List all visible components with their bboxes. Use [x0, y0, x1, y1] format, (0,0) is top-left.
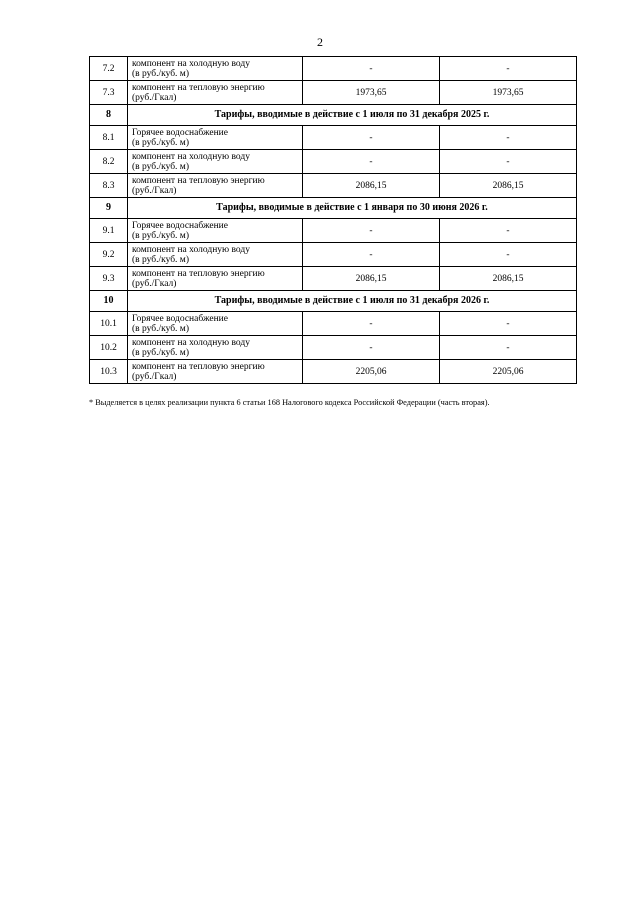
section-number: 9: [90, 198, 128, 219]
footnote: * Выделяется в целях реализации пункта 6 статьи 168 Налогового кодекса Российской Федерации (часть вторая).: [89, 398, 490, 407]
row-name: [128, 57, 303, 81]
row-number: 10.2: [90, 336, 128, 360]
row-number: 10.3: [90, 360, 128, 384]
section-title: Тарифы, вводимые в действие с 1 июля по 31 декабря 2026 г.: [128, 291, 577, 312]
row-name: [128, 267, 303, 291]
value-col2: 2086,15: [440, 174, 577, 198]
table-row: [90, 267, 577, 291]
table-row: [90, 174, 577, 198]
value-col1: -: [303, 243, 440, 267]
row-name: [128, 126, 303, 150]
value-col2: -: [440, 312, 577, 336]
page-number: 2: [317, 35, 323, 49]
value-col1: -: [303, 219, 440, 243]
value-col1: 1973,65: [303, 81, 440, 105]
row-name-line1: Горячее водоснабжение: [132, 220, 228, 231]
row-name: [128, 174, 303, 198]
section-number: 10: [90, 291, 128, 312]
table-row: [90, 57, 577, 81]
section-header-row: [90, 291, 577, 312]
row-name-line2: (в руб./куб. м): [132, 68, 189, 79]
row-name-line2: (в руб./куб. м): [132, 161, 189, 172]
table-row: [90, 360, 577, 384]
row-name: [128, 336, 303, 360]
tariff-table-body: [90, 57, 577, 384]
tariff-table: [89, 56, 577, 384]
value-col2: -: [440, 57, 577, 81]
row-number: 7.2: [90, 57, 128, 81]
row-name-line2: (в руб./куб. м): [132, 137, 189, 148]
value-col1: -: [303, 312, 440, 336]
table-row: [90, 336, 577, 360]
table-row: [90, 312, 577, 336]
row-name-line1: Горячее водоснабжение: [132, 313, 228, 324]
row-name-line1: компонент на тепловую энергию: [132, 268, 265, 279]
value-col2: 1973,65: [440, 81, 577, 105]
table-row: [90, 219, 577, 243]
row-number: 8.1: [90, 126, 128, 150]
row-number: 7.3: [90, 81, 128, 105]
row-number: 8.2: [90, 150, 128, 174]
value-col2: 2205,06: [440, 360, 577, 384]
table-row: [90, 81, 577, 105]
row-name-line2: (в руб./куб. м): [132, 230, 189, 241]
value-col2: -: [440, 150, 577, 174]
value-col1: -: [303, 336, 440, 360]
row-name-line1: компонент на тепловую энергию: [132, 175, 265, 186]
row-name-line2: (в руб./куб. м): [132, 254, 189, 265]
row-name-line2: (руб./Гкал): [132, 185, 177, 196]
row-number: 9.3: [90, 267, 128, 291]
value-col2: 2086,15: [440, 267, 577, 291]
value-col1: -: [303, 150, 440, 174]
row-name: [128, 150, 303, 174]
row-name: [128, 312, 303, 336]
row-name-line2: (руб./Гкал): [132, 278, 177, 289]
row-name-line1: компонент на холодную воду: [132, 151, 250, 162]
row-name-line1: компонент на холодную воду: [132, 244, 250, 255]
row-number: 9.2: [90, 243, 128, 267]
table-row: [90, 150, 577, 174]
row-name: [128, 219, 303, 243]
table-row: [90, 126, 577, 150]
row-name-line1: компонент на холодную воду: [132, 337, 250, 348]
row-name-line1: компонент на холодную воду: [132, 58, 250, 69]
section-header-row: [90, 198, 577, 219]
value-col1: -: [303, 57, 440, 81]
table-row: [90, 243, 577, 267]
row-name-line2: (в руб./куб. м): [132, 323, 189, 334]
row-number: 8.3: [90, 174, 128, 198]
value-col2: -: [440, 336, 577, 360]
section-title: Тарифы, вводимые в действие с 1 июля по 31 декабря 2025 г.: [128, 105, 577, 126]
row-name-line1: компонент на тепловую энергию: [132, 361, 265, 372]
row-name-line2: (руб./Гкал): [132, 92, 177, 103]
value-col2: -: [440, 126, 577, 150]
row-name: [128, 360, 303, 384]
row-name-line1: компонент на тепловую энергию: [132, 82, 265, 93]
row-number: 10.1: [90, 312, 128, 336]
value-col1: 2086,15: [303, 267, 440, 291]
section-title: Тарифы, вводимые в действие с 1 января по 30 июня 2026 г.: [128, 198, 577, 219]
row-name-line2: (руб./Гкал): [132, 371, 177, 382]
row-number: 9.1: [90, 219, 128, 243]
row-name-line1: Горячее водоснабжение: [132, 127, 228, 138]
section-header-row: [90, 105, 577, 126]
value-col1: 2086,15: [303, 174, 440, 198]
value-col2: -: [440, 219, 577, 243]
value-col1: 2205,06: [303, 360, 440, 384]
value-col2: -: [440, 243, 577, 267]
row-name: [128, 81, 303, 105]
row-name: [128, 243, 303, 267]
value-col1: -: [303, 126, 440, 150]
section-number: 8: [90, 105, 128, 126]
row-name-line2: (в руб./куб. м): [132, 347, 189, 358]
